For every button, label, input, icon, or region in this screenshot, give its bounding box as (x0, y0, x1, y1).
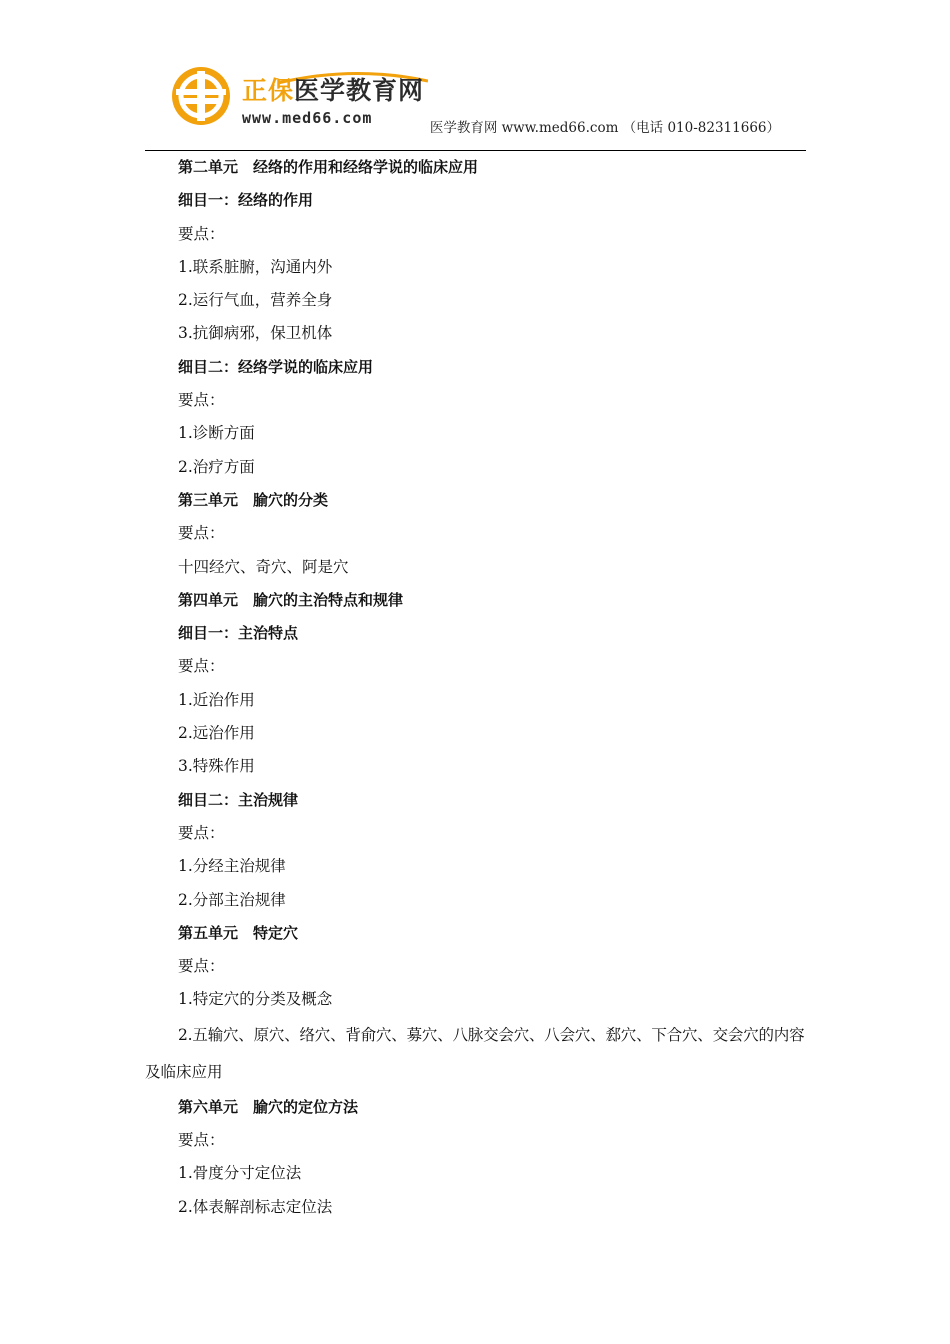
body-text-line: 1.特定穴的分类及概念 (178, 990, 333, 1009)
section-heading: 细目二：主治规律 (178, 790, 299, 809)
body-text-line: 1.骨度分寸定位法 (178, 1164, 302, 1183)
section-heading: 第二单元 经络的作用和经络学说的临床应用 (178, 158, 479, 176)
section-heading: 第五单元 特定穴 (178, 923, 299, 942)
body-text-line: 1.近治作用 (178, 690, 255, 709)
body-text-line: 2.体表解剖标志定位法 (178, 1197, 333, 1216)
body-text-line: 及临床应用 (145, 1062, 223, 1081)
header-contact: 医学教育网 www.med66.com （电话 010-82311666） (429, 120, 780, 136)
body-text-line: 2.五输穴、原穴、络穴、背俞穴、募穴、八脉交会穴、八会穴、郄穴、下合穴、交会穴的内容 (178, 1025, 805, 1044)
body-text-line: 要点： (178, 823, 225, 842)
section-heading: 细目一：经络的作用 (178, 191, 314, 210)
body-text-line: 1.诊断方面 (178, 424, 255, 443)
body-text-line: 要点： (178, 957, 225, 976)
body-text-line: 2.治疗方面 (178, 457, 255, 476)
body-text-line: 要点： (178, 1131, 225, 1150)
document-body (145, 151, 807, 1224)
logo-name: 医学教育网 (294, 76, 425, 105)
logo-cross-icon (170, 65, 232, 127)
section-heading: 细目一：主治特点 (178, 624, 299, 643)
section-heading: 第四单元 腧穴的主治特点和规律 (178, 590, 404, 609)
section-heading: 细目二：经络学说的临床应用 (178, 357, 374, 376)
body-text-line: 1.分经主治规律 (178, 857, 286, 876)
logo-brand: 正保 (242, 76, 295, 105)
body-text-line: 十四经穴、奇穴、阿是穴 (178, 557, 349, 576)
logo (170, 65, 425, 135)
body-text-line: 要点： (178, 224, 225, 243)
page-header (145, 62, 806, 152)
body-text-line: 2.远治作用 (178, 724, 255, 743)
body-text-line: 2.运行气血，营养全身 (178, 291, 333, 310)
section-heading: 第六单元 腧穴的定位方法 (178, 1097, 359, 1116)
body-text-line: 3.抗御病邪，保卫机体 (178, 324, 333, 343)
body-text-line: 2.分部主治规律 (178, 890, 286, 909)
section-heading: 第三单元 腧穴的分类 (178, 490, 329, 509)
logo-wordmark (242, 71, 424, 107)
body-text-line: 1.联系脏腑，沟通内外 (178, 257, 333, 276)
body-text-line: 要点： (178, 524, 225, 543)
body-text-line: 3.特殊作用 (178, 757, 255, 776)
body-text-line: 要点： (178, 657, 225, 676)
logo-url: www.med66.com (242, 109, 373, 127)
body-text-line: 要点： (178, 391, 225, 410)
